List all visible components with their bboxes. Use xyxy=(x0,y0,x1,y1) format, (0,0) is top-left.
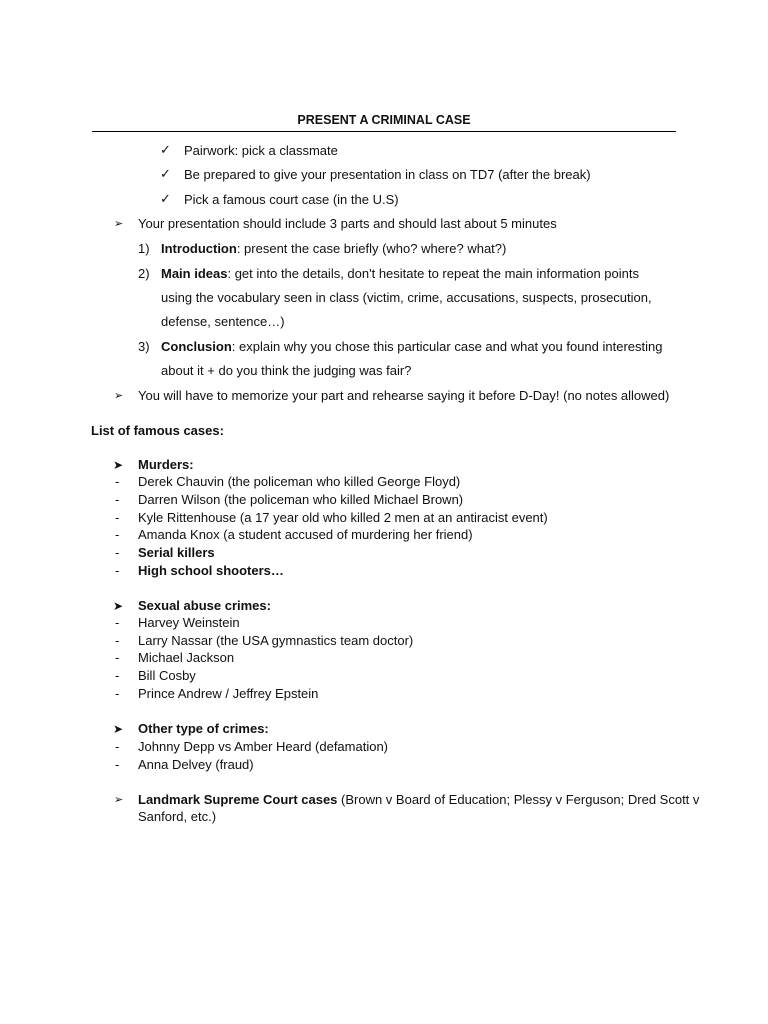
list-item: Larry Nassar (the USA gymnastics team doctor) xyxy=(138,633,414,648)
part-number: 2) xyxy=(138,266,150,281)
instruction-text: You will have to memorize your part and rehearse saying it before D-Day! (no notes allowed) xyxy=(138,388,670,403)
checkmark-icon: ✓ xyxy=(160,142,171,157)
checklist-item: Pairwork: pick a classmate xyxy=(184,143,338,158)
part-text: : explain why you chose this particular case and what you found interesting xyxy=(231,339,663,354)
arrow-bullet-icon: ➢ xyxy=(114,218,124,230)
dash-bullet: - xyxy=(115,492,120,507)
list-item: Kyle Rittenhouse (a 17 year old who killed 2 men at an antiracist event) xyxy=(138,510,548,525)
dash-bullet: - xyxy=(115,474,120,489)
document-title: PRESENT A CRIMINAL CASE xyxy=(297,113,471,127)
list-item: Amanda Knox (a student accused of murdering her friend) xyxy=(138,527,473,542)
list-item: Bill Cosby xyxy=(138,668,196,683)
arrow-bullet-icon: ➢ xyxy=(114,390,124,402)
list-item: Prince Andrew / Jeffrey Epstein xyxy=(138,686,319,701)
title-underline xyxy=(92,131,676,132)
category-heading: Sexual abuse crimes: xyxy=(138,598,271,613)
dash-bullet: - xyxy=(115,757,120,772)
part-continuation: about it + do you think the judging was fair? xyxy=(161,363,412,378)
part-continuation: using the vocabulary seen in class (victim, crime, accusations, suspects, prosecution, xyxy=(161,290,652,305)
category-heading: Other type of crimes: xyxy=(138,721,269,736)
part-text: : get into the details, don't hesitate to repeat the main information points xyxy=(227,266,639,281)
category-heading: Landmark Supreme Court cases xyxy=(138,792,338,807)
landmark-text: (Brown v Board of Education; Plessy v Ferguson; Dred Scott v xyxy=(337,792,700,807)
part-text: : present the case briefly (who? where? what?) xyxy=(236,241,507,256)
part-label: Main ideas xyxy=(161,266,228,281)
part-continuation: defense, sentence…) xyxy=(161,314,285,329)
arrow-bullet-icon: ➢ xyxy=(114,794,124,806)
list-item: Derek Chauvin (the policeman who killed George Floyd) xyxy=(138,474,461,489)
list-item: Harvey Weinstein xyxy=(138,615,240,630)
list-item: Michael Jackson xyxy=(138,650,235,665)
dash-bullet: - xyxy=(115,668,120,683)
dash-bullet: - xyxy=(115,615,120,630)
category-heading: Murders: xyxy=(138,457,194,472)
dash-bullet: - xyxy=(115,510,120,525)
part-line xyxy=(161,241,506,257)
list-item: Anna Delvey (fraud) xyxy=(138,757,254,772)
part-label: Introduction xyxy=(161,241,237,256)
arrow-bullet-icon: ➤ xyxy=(113,722,124,736)
checkmark-icon: ✓ xyxy=(160,191,171,206)
checklist-item: Pick a famous court case (in the U.S) xyxy=(184,192,399,207)
list-heading: List of famous cases: xyxy=(91,423,224,438)
checkmark-icon: ✓ xyxy=(160,166,171,181)
part-number: 3) xyxy=(138,339,150,354)
dash-bullet: - xyxy=(115,650,120,665)
arrow-bullet-icon: ➤ xyxy=(113,458,124,472)
instruction-text: Your presentation should include 3 parts and should last about 5 minutes xyxy=(138,216,557,231)
dash-bullet: - xyxy=(115,739,120,754)
dash-bullet: - xyxy=(115,563,120,578)
list-item: High school shooters… xyxy=(138,563,284,578)
list-item: Darren Wilson (the policeman who killed Michael Brown) xyxy=(138,492,464,507)
part-line xyxy=(161,266,639,282)
landmark-continuation: Sanford, etc.) xyxy=(138,809,217,824)
list-item: Johnny Depp vs Amber Heard (defamation) xyxy=(138,739,389,754)
arrow-bullet-icon: ➤ xyxy=(113,599,124,613)
part-number: 1) xyxy=(138,241,150,256)
part-line xyxy=(161,339,662,355)
part-label: Conclusion xyxy=(161,339,232,354)
dash-bullet: - xyxy=(115,633,120,648)
landmark-line xyxy=(138,792,699,808)
dash-bullet: - xyxy=(115,686,120,701)
list-item: Serial killers xyxy=(138,545,215,560)
checklist-item: Be prepared to give your presentation in class on TD7 (after the break) xyxy=(184,167,591,182)
dash-bullet: - xyxy=(115,527,120,542)
dash-bullet: - xyxy=(115,545,120,560)
